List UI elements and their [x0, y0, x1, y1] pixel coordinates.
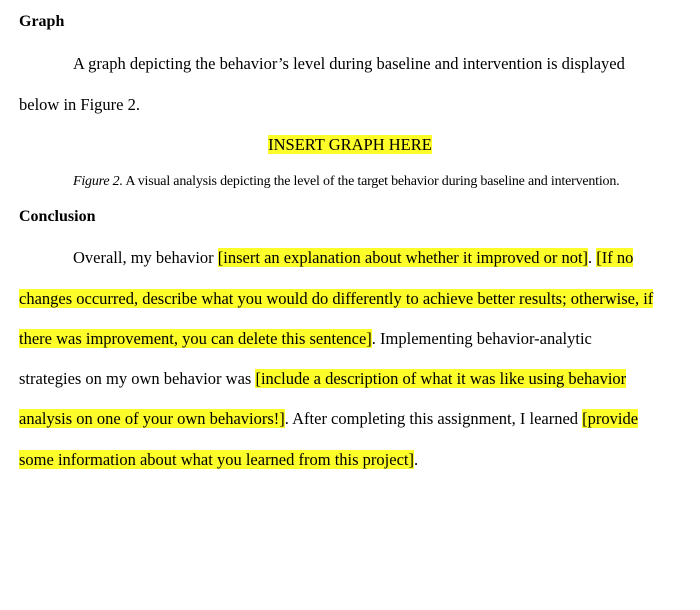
conclusion-line-3 — [19, 328, 592, 350]
highlighted-placeholder: [provide — [582, 409, 639, 428]
conclusion-line-4 — [19, 368, 626, 390]
highlighted-placeholder: changes occurred, describe what you would do differently to achieve better results; otherwise, if — [19, 289, 654, 308]
figure-caption-text: A visual analysis depicting the level of the target behavior during baseline and intervention. — [122, 174, 620, 189]
conclusion-text: . — [588, 248, 597, 267]
highlighted-placeholder: [insert an explanation about whether it improved or not] — [217, 248, 589, 267]
figure-caption — [73, 173, 619, 191]
highlighted-placeholder: there was improvement, you can delete this sentence] — [19, 329, 372, 348]
conclusion-text: strategies on my own behavior was — [19, 369, 256, 388]
graph-heading: Graph — [19, 13, 65, 30]
conclusion-text: . Implementing behavior-analytic — [371, 329, 592, 348]
figure-label: Figure 2. — [73, 174, 123, 189]
conclusion-line-1 — [73, 247, 633, 269]
insert-graph-placeholder — [0, 134, 700, 156]
graph-paragraph-line-2: below in Figure 2. — [19, 95, 140, 114]
highlighted-placeholder: analysis on one of your own behaviors!] — [19, 409, 285, 428]
highlighted-placeholder: [If no — [596, 248, 634, 267]
insert-graph-highlight: INSERT GRAPH HERE — [268, 135, 432, 154]
highlighted-placeholder: some information about what you learned from this project] — [19, 450, 414, 469]
conclusion-line-6 — [19, 449, 418, 471]
conclusion-line-2 — [19, 288, 653, 310]
conclusion-heading: Conclusion — [19, 208, 96, 225]
graph-paragraph-line-1: A graph depicting the behavior’s level during baseline and intervention is displayed — [73, 54, 625, 73]
conclusion-line-5 — [19, 408, 638, 430]
conclusion-text: . After completing this assignment, I learned — [284, 409, 583, 428]
highlighted-placeholder: [include a description of what it was like using behavior — [255, 369, 627, 388]
conclusion-text: . — [413, 450, 419, 469]
conclusion-text: Overall, my behavior — [73, 248, 218, 267]
